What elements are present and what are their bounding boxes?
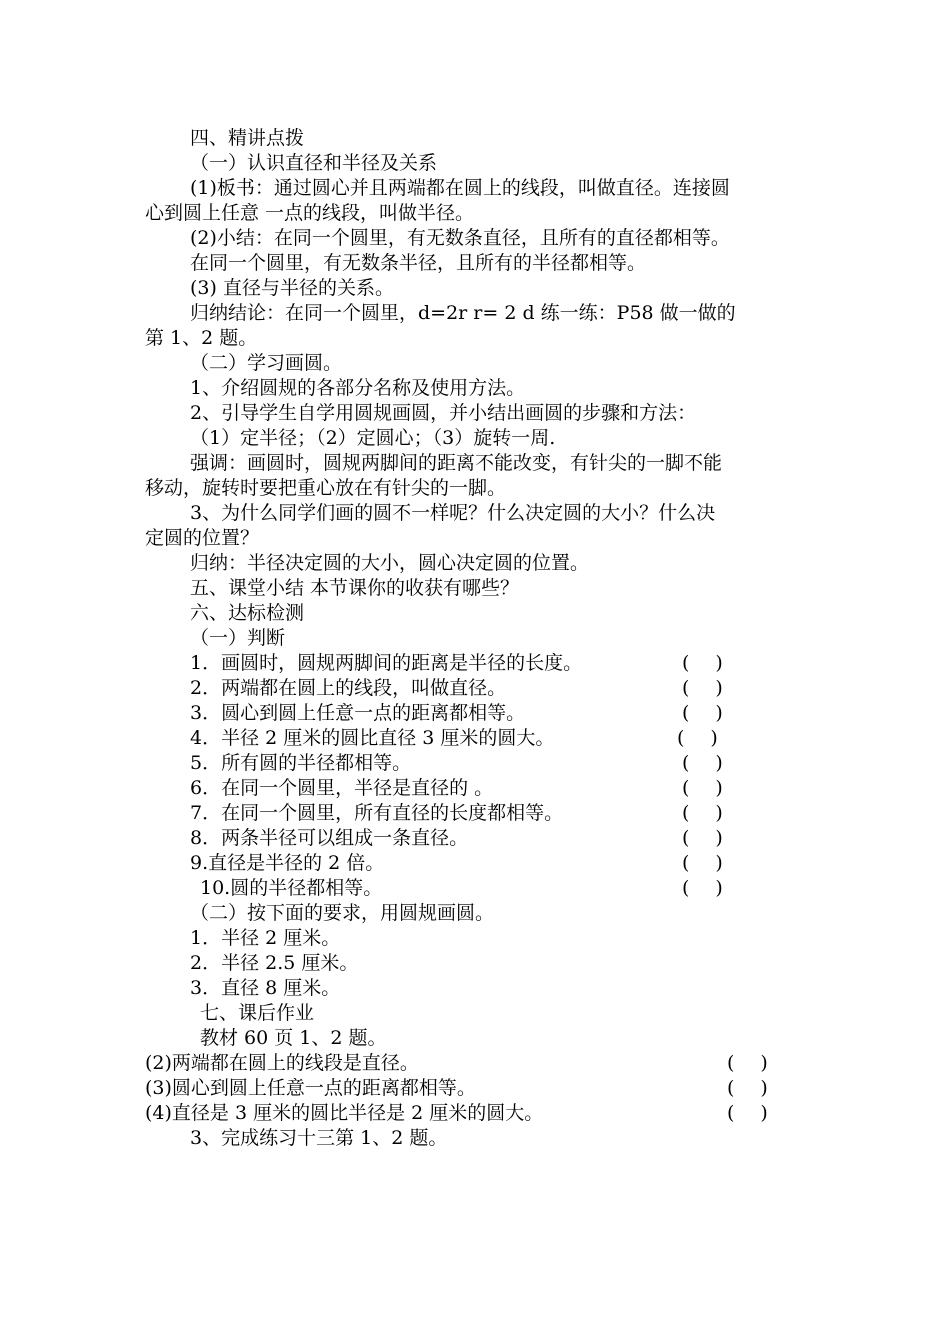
- text-line: 3、完成练习十三第 1、2 题。: [190, 1127, 448, 1149]
- text-line: 2．半径 2.5 厘米。: [190, 952, 359, 974]
- text-line: 1．半径 2 厘米。: [190, 927, 341, 949]
- extra-item: (4)直径是 3 厘米的圆比半径是 2 厘米的圆大。: [145, 1102, 544, 1124]
- answer-parentheses: (): [682, 827, 749, 849]
- text-line: 心到圆上任意 一点的线段，叫做半径。: [145, 202, 475, 224]
- text-line: 在同一个圆里，有无数条半径，且所有的半径都相等。: [190, 252, 647, 274]
- section-heading: 六、达标检测: [190, 602, 305, 624]
- text-line: 定圆的位置？: [145, 527, 260, 549]
- answer-parentheses: (): [682, 652, 749, 674]
- answer-parentheses: (): [682, 752, 749, 774]
- answer-parentheses: (): [682, 777, 749, 799]
- subsection-heading: （一）判断: [190, 627, 286, 649]
- judge-item: 2．两端都在圆上的线段，叫做直径。: [190, 677, 507, 699]
- section-heading: 五、课堂小结 本节课你的收获有哪些？: [190, 577, 520, 599]
- text-line: 归纳：半径决定圆的大小，圆心决定圆的位置。: [190, 552, 590, 574]
- extra-item: (3)圆心到圆上任意一点的距离都相等。: [145, 1077, 476, 1099]
- section-heading: 四、精讲点拨: [190, 127, 305, 149]
- text-line: 3．直径 8 厘米。: [190, 977, 341, 999]
- judge-item: 5．所有圆的半径都相等。: [190, 752, 412, 774]
- text-line: (3) 直径与半径的关系。: [190, 277, 394, 299]
- text-line: 归纳结论：在同一个圆里，d=2r r= 2 d 练一练：P58 做一做的: [190, 302, 736, 324]
- answer-parentheses: (): [727, 1077, 794, 1099]
- judge-item: 9.直径是半径的 2 倍。: [190, 852, 385, 874]
- judge-item: 6．在同一个圆里，半径是直径的 。: [190, 777, 494, 799]
- answer-parentheses: (): [682, 802, 749, 824]
- text-line: 移动，旋转时要把重心放在有针尖的一脚。: [145, 477, 507, 499]
- answer-parentheses: (): [682, 702, 749, 724]
- answer-parentheses: (): [682, 677, 749, 699]
- subsection-heading: （一）认识直径和半径及关系: [190, 152, 438, 174]
- text-line: （1）定半径；（2）定圆心；（3）旋转一周.: [190, 427, 556, 449]
- judge-item: 10.圆的半径都相等。: [200, 877, 383, 899]
- text-line: 强调：画圆时，圆规两脚间的距离不能改变，有针尖的一脚不能: [190, 452, 723, 474]
- judge-item: 7．在同一个圆里，所有直径的长度都相等。: [190, 802, 564, 824]
- extra-item: (2)两端都在圆上的线段是直径。: [145, 1052, 419, 1074]
- answer-parentheses: (): [682, 877, 749, 899]
- text-line: (2)小结：在同一个圆里，有无数条直径，且所有的直径都相等。: [190, 227, 730, 249]
- judge-item: 3．圆心到圆上任意一点的距离都相等。: [190, 702, 526, 724]
- judge-item: 8．两条半径可以组成一条直径。: [190, 827, 469, 849]
- subsection-heading: （二）学习画圆。: [190, 352, 343, 374]
- judge-item: 1．画圆时，圆规两脚间的距离是半径的长度。: [190, 652, 583, 674]
- judge-item: 4．半径 2 厘米的圆比直径 3 厘米的圆大。: [190, 727, 555, 749]
- text-line: 教材 60 页 1、2 题。: [200, 1027, 387, 1049]
- answer-parentheses: (): [677, 727, 744, 749]
- text-line: 1、介绍圆规的各部分名称及使用方法。: [190, 377, 526, 399]
- text-line: 3、为什么同学们画的圆不一样呢？什么决定圆的大小？什么决: [190, 502, 716, 524]
- answer-parentheses: (): [682, 852, 749, 874]
- text-line: 第 1、2 题。: [145, 327, 258, 349]
- section-heading: 七、课后作业: [200, 1002, 315, 1024]
- text-line: (1)板书：通过圆心并且两端都在圆上的线段，叫做直径。连接圆: [190, 177, 730, 199]
- subsection-heading: （二）按下面的要求，用圆规画圆。: [190, 902, 495, 924]
- answer-parentheses: (): [727, 1102, 794, 1124]
- text-line: 2、引导学生自学用圆规画圆，并小结出画圆的步骤和方法：: [190, 402, 697, 424]
- answer-parentheses: (): [727, 1052, 794, 1074]
